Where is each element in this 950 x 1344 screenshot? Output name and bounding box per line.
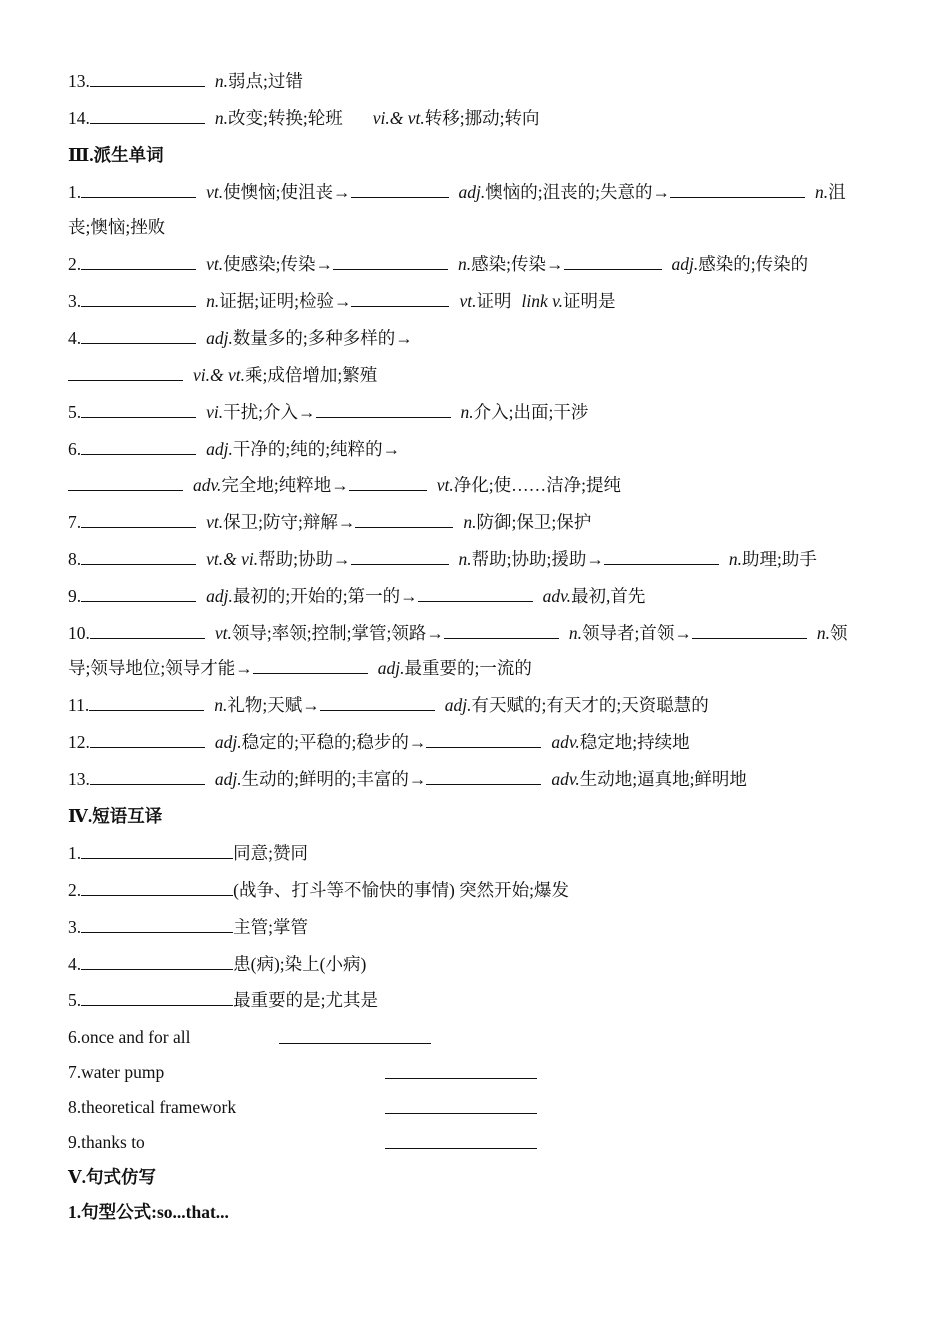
answer-blank[interactable]: [279, 1028, 431, 1044]
answer-blank[interactable]: [90, 71, 205, 87]
answer-blank[interactable]: [351, 549, 449, 565]
derive-item-6-cont: adv.完全地;纯粹地→ vt.净化;使……洁净;提纯: [68, 474, 621, 496]
derive-item-9: 9. adj.最初的;开始的;第一的→ adv.最初,首先: [68, 586, 646, 606]
answer-blank[interactable]: [320, 695, 435, 711]
answer-blank[interactable]: [385, 1098, 537, 1114]
answer-blank[interactable]: [81, 917, 233, 933]
derive-item-3: 3. n.证据;证明;检验→ vt.证明 link v.证明是: [68, 291, 616, 311]
answer-blank[interactable]: [81, 843, 233, 859]
answer-blank[interactable]: [385, 1133, 537, 1149]
answer-blank[interactable]: [604, 549, 719, 565]
answer-blank[interactable]: [564, 254, 662, 270]
answer-blank[interactable]: [81, 512, 196, 528]
phrase-item-4: 4. 患(病);染上(小病): [68, 954, 367, 974]
derive-item-1: 1. vt.使懊恼;使沮丧→ adj.懊恼的;沮丧的;失意的→ n.沮: [68, 182, 846, 202]
answer-blank[interactable]: [81, 954, 233, 970]
derive-item-2: 2. vt.使感染;传染→ n.感染;传染→ adj.感染的;传染的: [68, 254, 809, 274]
answer-blank[interactable]: [90, 623, 205, 639]
answer-blank[interactable]: [81, 402, 196, 418]
section-3-title: Ⅲ.派生单词: [68, 145, 164, 165]
answer-blank[interactable]: [81, 990, 233, 1006]
derive-item-5: 5. vi.干扰;介入→ n.介入;出面;干涉: [68, 402, 589, 422]
answer-blank[interactable]: [81, 880, 233, 896]
answer-blank[interactable]: [351, 291, 449, 307]
derive-item-4: 4. adj.数量多的;多种多样的→: [68, 328, 413, 348]
answer-blank[interactable]: [90, 732, 205, 748]
answer-blank[interactable]: [418, 586, 533, 602]
vocab-item-13: 13. n.弱点;过错: [68, 71, 303, 91]
answer-blank[interactable]: [426, 732, 541, 748]
derive-item-10-cont: 导;领导地位;领导才能→ adj.最重要的;一流的: [68, 658, 532, 678]
answer-blank[interactable]: [81, 328, 196, 344]
answer-blank[interactable]: [90, 769, 205, 785]
answer-blank[interactable]: [81, 439, 196, 455]
answer-blank[interactable]: [68, 475, 183, 491]
answer-blank[interactable]: [81, 254, 196, 270]
answer-blank[interactable]: [355, 512, 453, 528]
section-4-title: Ⅳ.短语互译: [68, 806, 163, 826]
answer-blank[interactable]: [81, 291, 196, 307]
phrase-item-5: 5. 最重要的是;尤其是: [68, 990, 378, 1010]
derive-item-12: 12. adj.稳定的;平稳的;稳步的→ adv.稳定地;持续地: [68, 732, 690, 752]
phrase-item-9: 9.thanks to: [68, 1132, 145, 1152]
derive-item-8: 8. vt.& vi.帮助;协助→ n.帮助;协助;援助→ n.助理;助手: [68, 549, 817, 569]
answer-blank[interactable]: [81, 182, 196, 198]
answer-blank[interactable]: [253, 658, 368, 674]
section-5-title: Ⅴ.句式仿写: [68, 1167, 156, 1187]
answer-blank[interactable]: [89, 695, 204, 711]
answer-blank[interactable]: [692, 623, 807, 639]
answer-blank[interactable]: [316, 402, 451, 418]
answer-blank[interactable]: [351, 182, 449, 198]
phrase-item-2: 2. (战争、打斗等不愉快的事情) 突然开始;爆发: [68, 880, 570, 900]
phrase-item-7: 7.water pump: [68, 1062, 165, 1082]
derive-item-11: 11. n.礼物;天赋→ adj.有天赋的;有天才的;天资聪慧的: [68, 695, 709, 715]
answer-blank[interactable]: [81, 549, 196, 565]
phrase-item-6: 6.once and for all: [68, 1027, 191, 1047]
answer-blank[interactable]: [333, 254, 448, 270]
derive-item-6: 6. adj.干净的;纯的;纯粹的→: [68, 439, 401, 459]
answer-blank[interactable]: [444, 623, 559, 639]
answer-blank[interactable]: [90, 108, 205, 124]
answer-blank[interactable]: [426, 769, 541, 785]
phrase-item-3: 3. 主管;掌管: [68, 917, 308, 937]
answer-blank[interactable]: [670, 182, 805, 198]
vocab-item-14: 14. n.改变;转换;轮班 vi.& vt.转移;挪动;转向: [68, 108, 540, 128]
answer-blank[interactable]: [349, 475, 427, 491]
answer-blank[interactable]: [68, 365, 183, 381]
derive-item-1-cont: 丧;懊恼;挫败: [68, 217, 166, 237]
answer-blank[interactable]: [385, 1063, 537, 1079]
derive-item-10: 10. vt.领导;率领;控制;掌管;领路→ n.领导者;首领→ n.领: [68, 623, 848, 643]
phrase-item-1: 1. 同意;赞同: [68, 843, 308, 863]
derive-item-7: 7. vt.保卫;防守;辩解→ n.防御;保卫;保护: [68, 512, 592, 532]
phrase-item-8: 8.theoretical framework: [68, 1097, 237, 1117]
derive-item-13: 13. adj.生动的;鲜明的;丰富的→ adv.生动地;逼真地;鲜明地: [68, 769, 747, 789]
derive-item-4-cont: vi.& vt.乘;成倍增加;繁殖: [68, 364, 377, 386]
pattern-item-1: 1.句型公式:so...that...: [68, 1202, 229, 1222]
answer-blank[interactable]: [81, 586, 196, 602]
